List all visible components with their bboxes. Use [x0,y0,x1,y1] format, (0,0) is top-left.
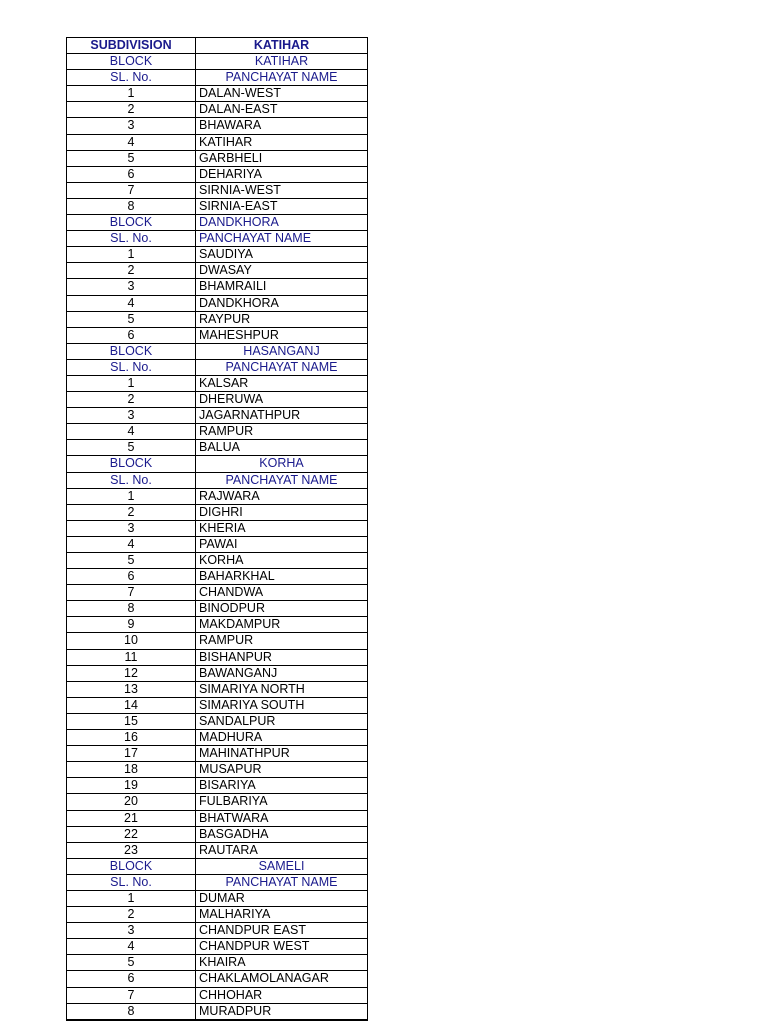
table-row [67,407,367,423]
table-row [67,134,367,150]
panchayat-name: MADHURA [199,730,263,745]
column-header-row [67,69,367,85]
serial-number: 4 [67,424,196,439]
table-row [67,423,367,439]
panchayat-name: SIMARIYA SOUTH [199,697,305,712]
panchayat-name-header: PANCHAYAT NAME [225,70,338,85]
subdivision-label: SUBDIVISION [67,38,196,53]
table-row [67,117,367,133]
panchayat-name: DWASAY [199,263,252,278]
table-row [67,1003,367,1019]
table-row [67,665,367,681]
block-row [67,214,367,230]
panchayat-name: BAHARKHAL [199,569,275,584]
table-row [67,504,367,520]
serial-number: 11 [67,650,196,665]
serial-number: 18 [67,762,196,777]
panchayat-name: PAWAI [199,536,238,551]
panchayat-name-header: PANCHAYAT NAME [225,359,338,374]
block-name: DANDKHORA [199,215,279,230]
serial-number: 16 [67,730,196,745]
serial-number: 1 [67,891,196,906]
panchayat-name: SIRNIA-EAST [199,198,278,213]
table-row [67,826,367,842]
subdivision-value: KATIHAR [253,38,310,52]
serial-number: 1 [67,489,196,504]
serial-number: 3 [67,923,196,938]
panchayat-name: KHAIRA [199,955,246,970]
panchayat-name: MAKDAMPUR [199,617,281,632]
table-row [67,713,367,729]
panchayat-name: MURADPUR [199,1003,272,1018]
block-row [67,343,367,359]
serial-number: 1 [67,86,196,101]
serial-number: 5 [67,312,196,327]
serial-number: 6 [67,167,196,182]
panchayat-name: CHHOHAR [199,987,263,1002]
table-row [67,439,367,455]
serial-number: 3 [67,408,196,423]
table-row [67,311,367,327]
sl-no-header: SL. No. [67,231,196,246]
serial-number: 2 [67,102,196,117]
serial-number: 14 [67,698,196,713]
table-row [67,375,367,391]
column-header-row [67,230,367,246]
panchayat-name: KALSAR [199,375,249,390]
panchayat-name: DALAN-WEST [199,86,281,101]
table-row [67,954,367,970]
serial-number: 6 [67,569,196,584]
table-row [67,922,367,938]
serial-number: 10 [67,633,196,648]
serial-number: 7 [67,988,196,1003]
block-label: BLOCK [67,54,196,69]
serial-number: 3 [67,279,196,294]
table-row [67,536,367,552]
serial-number: 4 [67,296,196,311]
serial-number: 2 [67,392,196,407]
serial-number: 17 [67,746,196,761]
panchayat-name: BISARIYA [199,778,256,793]
table-row [67,938,367,954]
serial-number: 2 [67,907,196,922]
table-row [67,182,367,198]
block-label: BLOCK [67,215,196,230]
serial-number: 19 [67,778,196,793]
block-label: BLOCK [67,859,196,874]
table-row [67,295,367,311]
panchayat-name: DANDKHORA [199,295,279,310]
panchayat-name: BHAMRAILI [199,279,267,294]
block-row [67,858,367,874]
panchayat-name: DHERUWA [199,392,264,407]
panchayat-name: CHAKLAMOLANAGAR [199,971,329,986]
table-row [67,777,367,793]
table-row [67,906,367,922]
column-header-row [67,472,367,488]
table-row [67,600,367,616]
panchayat-name: BALUA [199,440,240,455]
serial-number: 2 [67,263,196,278]
serial-number: 7 [67,183,196,198]
panchayat-name: RAMPUR [199,633,254,648]
serial-number: 8 [67,1004,196,1019]
serial-number: 6 [67,328,196,343]
serial-number: 6 [67,971,196,986]
panchayat-name: SIMARIYA NORTH [199,681,305,696]
serial-number: 5 [67,151,196,166]
serial-number: 1 [67,247,196,262]
serial-number: 15 [67,714,196,729]
panchayat-name: KHERIA [199,520,246,535]
serial-number: 8 [67,601,196,616]
panchayat-name: DIGHRI [199,504,243,519]
serial-number: 2 [67,505,196,520]
panchayat-name: CHANDPUR EAST [199,923,306,938]
table-row [67,616,367,632]
panchayat-name: KORHA [199,553,244,567]
panchayat-name: MAHESHPUR [199,327,279,342]
serial-number: 9 [67,617,196,632]
panchayat-name: DEHARIYA [199,166,262,181]
serial-number: 5 [67,553,196,568]
panchayat-name: MAHINATHPUR [199,746,290,761]
serial-number: 22 [67,827,196,842]
table-row [67,584,367,600]
table-row [67,793,367,809]
panchayat-name-header: PANCHAYAT NAME [225,874,338,889]
table-row [67,987,367,1003]
block-name: KATIHAR [254,54,309,69]
serial-number: 7 [67,585,196,600]
serial-number: 3 [67,118,196,133]
block-label: BLOCK [67,456,196,471]
table-row [67,761,367,777]
panchayat-name: KATIHAR [199,134,253,149]
panchayat-name: MUSAPUR [199,762,262,777]
table-row [67,970,367,986]
block-name: HASANGANJ [243,343,320,358]
panchayat-name: BINODPUR [199,601,265,616]
panchayat-name: SAUDIYA [199,247,253,262]
table-row [67,697,367,713]
panchayat-name: DALAN-EAST [199,102,278,117]
sl-no-header: SL. No. [67,360,196,375]
table-row [67,681,367,697]
sl-no-header: SL. No. [67,875,196,890]
panchayat-name: DUMAR [199,890,245,905]
block-row [67,53,367,69]
block-row [67,455,367,471]
column-header-row [67,874,367,890]
panchayat-name: MALHARIYA [199,907,271,922]
serial-number: 13 [67,682,196,697]
serial-number: 8 [67,199,196,214]
table-row [67,745,367,761]
panchayat-name: BHAWARA [199,118,262,133]
panchayat-name-header: PANCHAYAT NAME [199,231,312,246]
table-row [67,842,367,858]
panchayat-name: RAMPUR [199,424,254,439]
table-row [67,552,367,568]
panchayat-name: BAWANGANJ [199,665,278,680]
serial-number: 1 [67,376,196,391]
table-row [67,520,367,536]
table-row [67,327,367,343]
panchayat-name: BHATWARA [199,810,269,825]
table-row [67,632,367,648]
serial-number: 4 [67,537,196,552]
table-row [67,262,367,278]
panchayat-name: GARBHELI [199,150,263,165]
table-row [67,85,367,101]
table-row [67,150,367,166]
serial-number: 5 [67,440,196,455]
panchayat-name: JAGARNATHPUR [199,408,301,423]
serial-number: 3 [67,521,196,536]
panchayat-name: BISHANPUR [199,649,272,664]
panchayat-name: CHANDPUR WEST [199,939,310,954]
panchayat-name: FULBARIYA [199,794,268,809]
block-label: BLOCK [67,344,196,359]
panchayat-table [66,37,368,1021]
panchayat-name: SANDALPUR [199,713,276,728]
block-name: KORHA [259,456,304,471]
table-row [67,101,367,117]
serial-number: 23 [67,843,196,858]
sl-no-header: SL. No. [67,473,196,488]
table-row [67,729,367,745]
serial-number: 4 [67,939,196,954]
table-row [67,568,367,584]
serial-number: 5 [67,955,196,970]
table-row [67,488,367,504]
serial-number: 12 [67,666,196,681]
panchayat-name: BASGADHA [199,826,269,841]
table-row [67,166,367,182]
table-row [67,198,367,214]
panchayat-name-header: PANCHAYAT NAME [225,472,338,487]
table-row [67,278,367,294]
table-row [67,890,367,906]
block-name: SAMELI [258,858,305,873]
table-row [67,649,367,665]
sl-no-header: SL. No. [67,70,196,85]
panchayat-name: RAYPUR [199,311,251,326]
column-header-row [67,359,367,375]
serial-number: 20 [67,794,196,809]
serial-number: 4 [67,135,196,150]
panchayat-name: SIRNIA-WEST [199,182,281,197]
panchayat-name: RAUTARA [199,842,258,857]
table-row [67,810,367,826]
table-row [67,246,367,262]
table-row [67,391,367,407]
panchayat-name: RAJWARA [199,488,260,503]
serial-number: 21 [67,811,196,826]
panchayat-name: CHANDWA [199,585,264,600]
header-row [67,38,367,53]
